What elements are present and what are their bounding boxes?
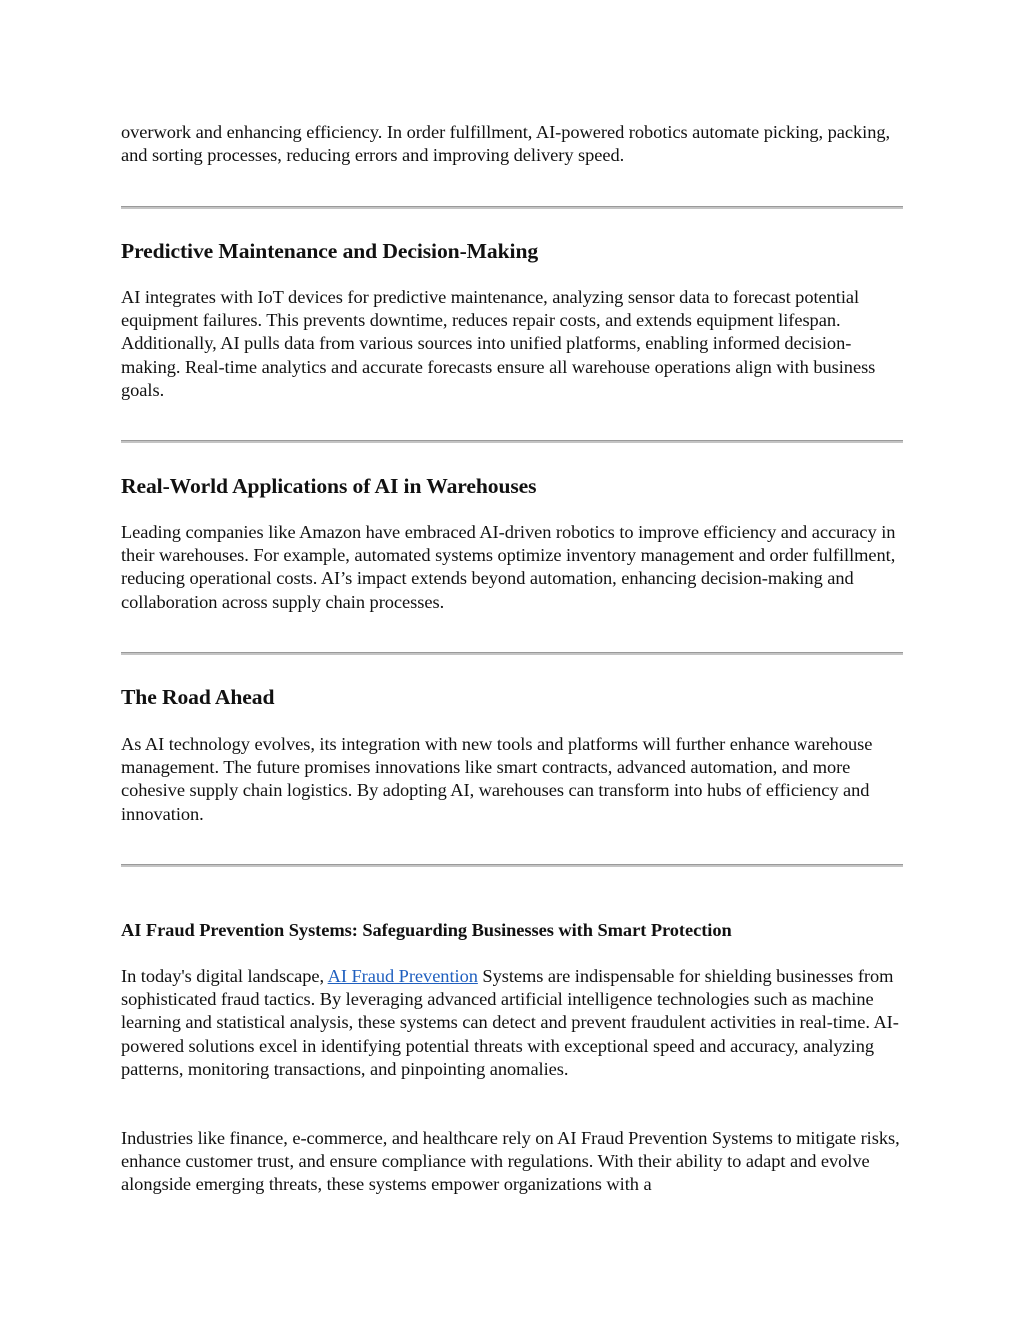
section-predictive-maintenance-body bbox=[121, 286, 903, 402]
fraud-title-block bbox=[121, 918, 903, 942]
section-heading: The Road Ahead bbox=[121, 685, 275, 709]
section-heading: Real-World Applications of AI in Warehouses bbox=[121, 474, 537, 498]
section-real-world-applications bbox=[121, 472, 903, 500]
section-paragraph: AI integrates with IoT devices for predictive maintenance, analyzing sensor data to forecast potential equipment failures. This prevents downtime, reduces repair costs, and extends equipment lifespan. Additionally, AI pulls data from various sources into unified platforms, enabling informed decision-making. Real-time analytics and accurate forecasts ensure all warehouse operations align with business goals. bbox=[121, 287, 876, 400]
section-road-ahead bbox=[121, 683, 903, 711]
fraud-paragraph-2: Industries like finance, e-commerce, and healthcare rely on AI Fraud Prevention Systems to mitigate risks, enhance customer trust, and ensure compliance with regulations. With their ability to adapt and evolve alongside emerging threats, these systems empower organizations with a bbox=[121, 1128, 900, 1195]
section-predictive-maintenance bbox=[121, 237, 903, 265]
divider-1 bbox=[121, 206, 903, 209]
fraud-p1-lead: In today's digital landscape, bbox=[121, 966, 328, 986]
section-heading: Predictive Maintenance and Decision-Making bbox=[121, 239, 539, 263]
fraud-paragraph-1 bbox=[121, 965, 903, 1081]
section-road-ahead-body bbox=[121, 733, 903, 826]
fraud-p1-rest: Systems are indispensable for shielding businesses from sophisticated fraud tactics. By leveraging advanced artificial intelligence technologies such as machine learning and statistical analysis, these systems can detect and prevent fraudulent activities in real-time. AI-powered solutions excel in identifying potential threats with exceptional speed and accuracy, analyzing patterns, monitoring transactions, and pinpointing anomalies. bbox=[121, 966, 899, 1079]
divider-4 bbox=[121, 864, 903, 867]
divider-2 bbox=[121, 440, 903, 443]
intro-block bbox=[121, 121, 903, 167]
divider-3 bbox=[121, 652, 903, 655]
intro-paragraph: overwork and enhancing efficiency. In order fulfillment, AI-powered robotics automate picking, packing, and sorting processes, reducing errors and improving delivery speed. bbox=[121, 122, 891, 166]
ai-fraud-prevention-link[interactable]: AI Fraud Prevention bbox=[327, 966, 478, 986]
section-real-world-applications-body bbox=[121, 521, 903, 614]
fraud-title: AI Fraud Prevention Systems: Safeguarding Businesses with Smart Protection bbox=[121, 920, 732, 940]
fraud-paragraph-2-block bbox=[121, 1127, 903, 1197]
section-paragraph: As AI technology evolves, its integration with new tools and platforms will further enhance warehouse management. The future promises innovations like smart contracts, advanced automation, and more cohesive supply chain logistics. By adopting AI, warehouses can transform into hubs of efficiency and innovation. bbox=[121, 734, 873, 824]
fraud-paragraph-1-block bbox=[121, 965, 903, 1081]
section-paragraph: Leading companies like Amazon have embraced AI-driven robotics to improve efficiency and accuracy in their warehouses. For example, automated systems optimize inventory management and order fulfillment, reducing operational costs. AI’s impact extends beyond automation, enhancing decision-making and collaboration across supply chain processes. bbox=[121, 522, 896, 612]
